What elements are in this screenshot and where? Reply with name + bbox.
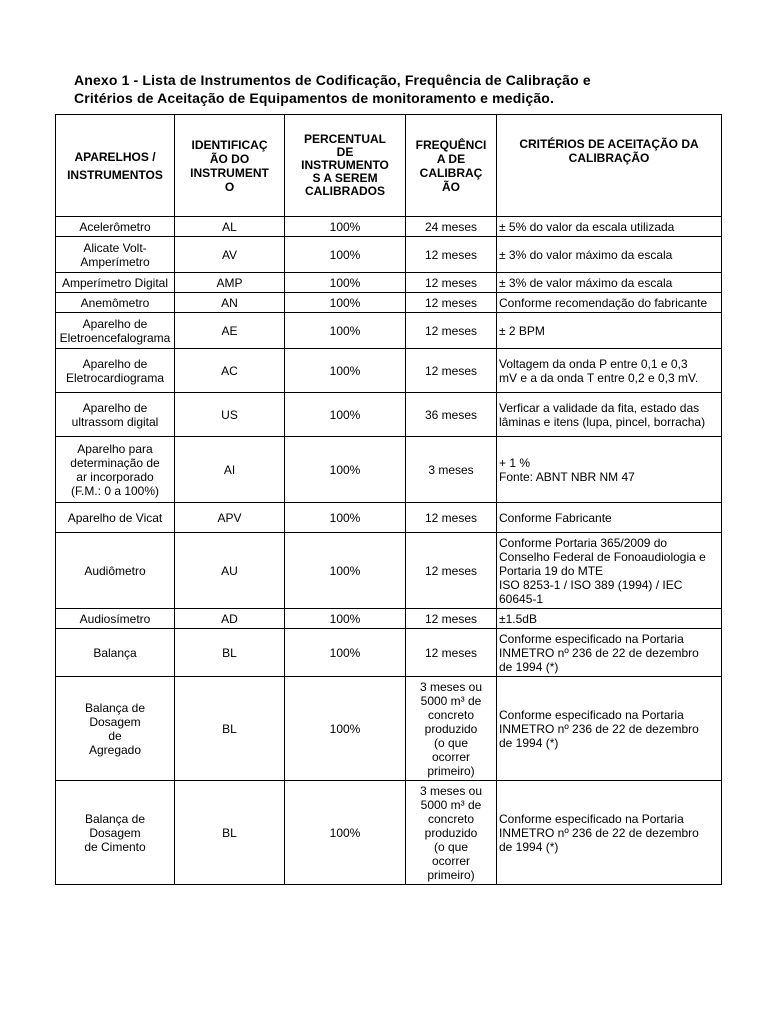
cell-frequencia: 3 meses ou 5000 m³ de concreto produzido (o que ocorrer primeiro)	[406, 677, 497, 781]
cell-criterio: Conforme especificado na Portaria INMETRO nº 236 de 22 de dezembro de 1994 (*)	[497, 781, 722, 885]
cell-aparelho: Aparelho de ultrassom digital	[56, 393, 175, 437]
cell-criterio: ± 3% do valor máximo da escala	[497, 237, 722, 273]
cell-percentual: 100%	[285, 609, 406, 629]
table-body	[56, 217, 722, 885]
cell-identificacao: AL	[175, 217, 285, 237]
cell-aparelho: Audiômetro	[56, 533, 175, 609]
cell-criterio: ± 2 BPM	[497, 313, 722, 349]
table-row	[56, 503, 722, 533]
cell-percentual: 100%	[285, 393, 406, 437]
cell-frequencia: 12 meses	[406, 503, 497, 533]
cell-frequencia: 3 meses	[406, 437, 497, 503]
header-percentual: PERCENTUAL DE INSTRUMENTO S A SEREM CALIBRADOS	[285, 115, 406, 217]
cell-identificacao: BL	[175, 781, 285, 885]
table-row	[56, 349, 722, 393]
table-row	[56, 533, 722, 609]
header-frequencia: FREQUÊNCI A DE CALIBRAÇ ÃO	[406, 115, 497, 217]
table-row	[56, 273, 722, 293]
cell-criterio: ± 5% do valor da escala utilizada	[497, 217, 722, 237]
cell-aparelho: Aparelho para determinação de ar incorporado (F.M.: 0 a 100%)	[56, 437, 175, 503]
cell-aparelho: Anemômetro	[56, 293, 175, 313]
cell-frequencia: 12 meses	[406, 629, 497, 677]
instruments-table	[55, 114, 722, 885]
title-line-1: Anexo 1 - Lista de Instrumentos de Codificação, Frequência de Calibração e	[74, 72, 591, 88]
cell-criterio: Conforme Portaria 365/2009 do Conselho Federal de Fonoaudiologia e Portaria 19 do MTE ISO 8253-1 / ISO 389 (1994) / IEC 60645-1	[497, 533, 722, 609]
cell-aparelho: Amperímetro Digital	[56, 273, 175, 293]
cell-frequencia: 24 meses	[406, 217, 497, 237]
cell-identificacao: BL	[175, 629, 285, 677]
cell-aparelho: Aparelho de Eletrocardiograma	[56, 349, 175, 393]
table-row	[56, 393, 722, 437]
cell-frequencia: 12 meses	[406, 237, 497, 273]
cell-aparelho: Aparelho de Eletroencefalograma	[56, 313, 175, 349]
cell-percentual: 100%	[285, 503, 406, 533]
cell-percentual: 100%	[285, 313, 406, 349]
table-row	[56, 217, 722, 237]
cell-percentual: 100%	[285, 677, 406, 781]
cell-percentual: 100%	[285, 273, 406, 293]
table-row	[56, 237, 722, 273]
table-row	[56, 293, 722, 313]
table-row	[56, 609, 722, 629]
header-criterios: CRITÉRIOS DE ACEITAÇÃO DA CALIBRAÇÃO	[497, 115, 722, 217]
cell-aparelho: Audiosímetro	[56, 609, 175, 629]
cell-criterio: + 1 % Fonte: ABNT NBR NM 47	[497, 437, 722, 503]
table-row	[56, 629, 722, 677]
cell-aparelho: Acelerômetro	[56, 217, 175, 237]
cell-identificacao: BL	[175, 677, 285, 781]
cell-frequencia: 12 meses	[406, 273, 497, 293]
cell-criterio: Verficar a validade da fita, estado das lâminas e itens (lupa, pincel, borracha)	[497, 393, 722, 437]
cell-criterio: Voltagem da onda P entre 0,1 e 0,3 mV e a da onda T entre 0,2 e 0,3 mV.	[497, 349, 722, 393]
header-row	[56, 115, 722, 217]
cell-percentual: 100%	[285, 217, 406, 237]
cell-identificacao: AMP	[175, 273, 285, 293]
cell-frequencia: 12 meses	[406, 349, 497, 393]
cell-aparelho: Aparelho de Vicat	[56, 503, 175, 533]
cell-identificacao: AD	[175, 609, 285, 629]
cell-frequencia: 12 meses	[406, 293, 497, 313]
cell-aparelho: Balança de Dosagem de Cimento	[56, 781, 175, 885]
cell-criterio: ± 3% de valor máximo da escala	[497, 273, 722, 293]
cell-criterio: Conforme Fabricante	[497, 503, 722, 533]
cell-percentual: 100%	[285, 629, 406, 677]
cell-criterio: ±1.5dB	[497, 609, 722, 629]
table-row	[56, 437, 722, 503]
cell-percentual: 100%	[285, 293, 406, 313]
cell-aparelho: Balança de Dosagem de Agregado	[56, 677, 175, 781]
table-row	[56, 313, 722, 349]
cell-frequencia: 12 meses	[406, 609, 497, 629]
table-row	[56, 677, 722, 781]
cell-frequencia: 12 meses	[406, 313, 497, 349]
header-identificacao: IDENTIFICAÇ ÃO DO INSTRUMENT O	[175, 115, 285, 217]
cell-identificacao: AU	[175, 533, 285, 609]
cell-frequencia: 12 meses	[406, 533, 497, 609]
cell-frequencia: 36 meses	[406, 393, 497, 437]
cell-criterio: Conforme especificado na Portaria INMETRO nº 236 de 22 de dezembro de 1994 (*)	[497, 677, 722, 781]
cell-criterio: Conforme especificado na Portaria INMETRO nº 236 de 22 de dezembro de 1994 (*)	[497, 629, 722, 677]
cell-percentual: 100%	[285, 237, 406, 273]
cell-percentual: 100%	[285, 533, 406, 609]
cell-aparelho: Balança	[56, 629, 175, 677]
cell-identificacao: AV	[175, 237, 285, 273]
cell-identificacao: AC	[175, 349, 285, 393]
cell-identificacao: US	[175, 393, 285, 437]
cell-identificacao: AE	[175, 313, 285, 349]
cell-aparelho: Alicate Volt- Amperímetro	[56, 237, 175, 273]
cell-percentual: 100%	[285, 781, 406, 885]
cell-percentual: 100%	[285, 349, 406, 393]
cell-percentual: 100%	[285, 437, 406, 503]
title-line-2: Critérios de Aceitação de Equipamentos de monitoramento e medição.	[74, 90, 555, 106]
cell-identificacao: AN	[175, 293, 285, 313]
header-aparelhos: APARELHOS / INSTRUMENTOS	[56, 115, 175, 217]
table-row	[56, 781, 722, 885]
cell-identificacao: AI	[175, 437, 285, 503]
cell-frequencia: 3 meses ou 5000 m³ de concreto produzido (o que ocorrer primeiro)	[406, 781, 497, 885]
cell-identificacao: APV	[175, 503, 285, 533]
document-title	[74, 71, 734, 107]
cell-criterio: Conforme recomendação do fabricante	[497, 293, 722, 313]
